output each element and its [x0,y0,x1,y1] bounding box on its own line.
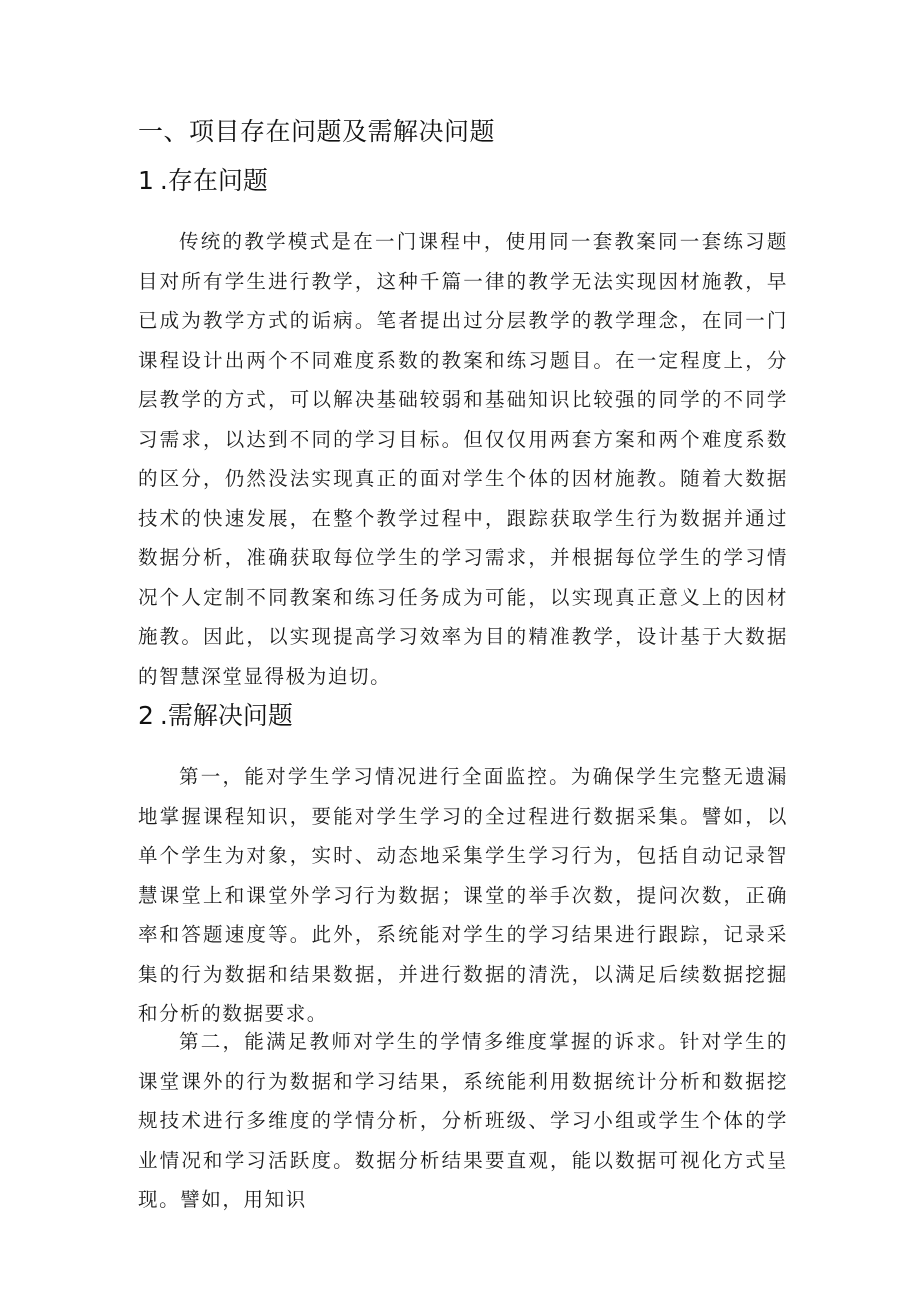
section-2-paragraph-2: 第二，能满足教师对学生的学情多维度掌握的诉求。针对学生的课堂课外的行为数据和学习结果，系统能利用数据统计分析和数据挖规技术进行多维度的学情分析，分析班级、学习小组或学生个体的学业情况和学习活跃度。数据分析结果要直观，能以数据可视化方式呈现。譬如，用知识 [138,1030,788,1211]
section-1-number: 1 [138,166,154,195]
section-2-number: 2 [138,701,154,730]
section-1-paragraph-1: 传统的教学模式是在一门课程中，使用同一套教案同一套练习题目对所有学生进行教学，这种千篇一律的教学无法实现因材施教，早已成为教学方式的诟病。笔者提出过分层教学的教学理念，在同一门课程设计出两个不同难度系数的教案和练习题目。在一定程度上，分层教学的方式，可以解决基础较弱和基础知识比较强的同学的不同学习需求，以达到不同的学习目标。但仅仅用两套方案和两个难度系数的区分，仍然没法实现真正的面对学生个体的因材施教。随着大数据技术的快速发展，在整个教学过程中，跟踪获取学生行为数据并通过数据分析，准确获取每位学生的学习需求，并根据每位学生的学习情况个人定制不同教案和练习任务成为可能，以实现真正意义上的因材施教。因此，以实现提高学习效率为目的精准教学，设计基于大数据的智慧深堂显得极为迫切。 [138,230,788,688]
section-1-heading [138,163,268,199]
section-2-heading [138,698,293,734]
section-1-title: .存在问题 [159,166,268,195]
section-2-title: .需解决问题 [159,701,293,730]
section-2-paragraph-1: 第一，能对学生学习情况进行全面监控。为确保学生完整无遗漏地掌握课程知识，要能对学生学习的全过程进行数据采集。譬如，以单个学生为对象，实时、动态地采集学生学习行为，包括自动记录智慧课堂上和课堂外学习行为数据；课堂的举手次数，提问次数，正确率和答题速度等。此外，系统能对学生的学习结果进行跟踪，记录采集的行为数据和结果数据，并进行数据的清洗，以满足后续数据挖掘和分析的数据要求。 [138,765,788,1025]
main-heading: 一、项目存在问题及需解决问题 [138,117,496,146]
